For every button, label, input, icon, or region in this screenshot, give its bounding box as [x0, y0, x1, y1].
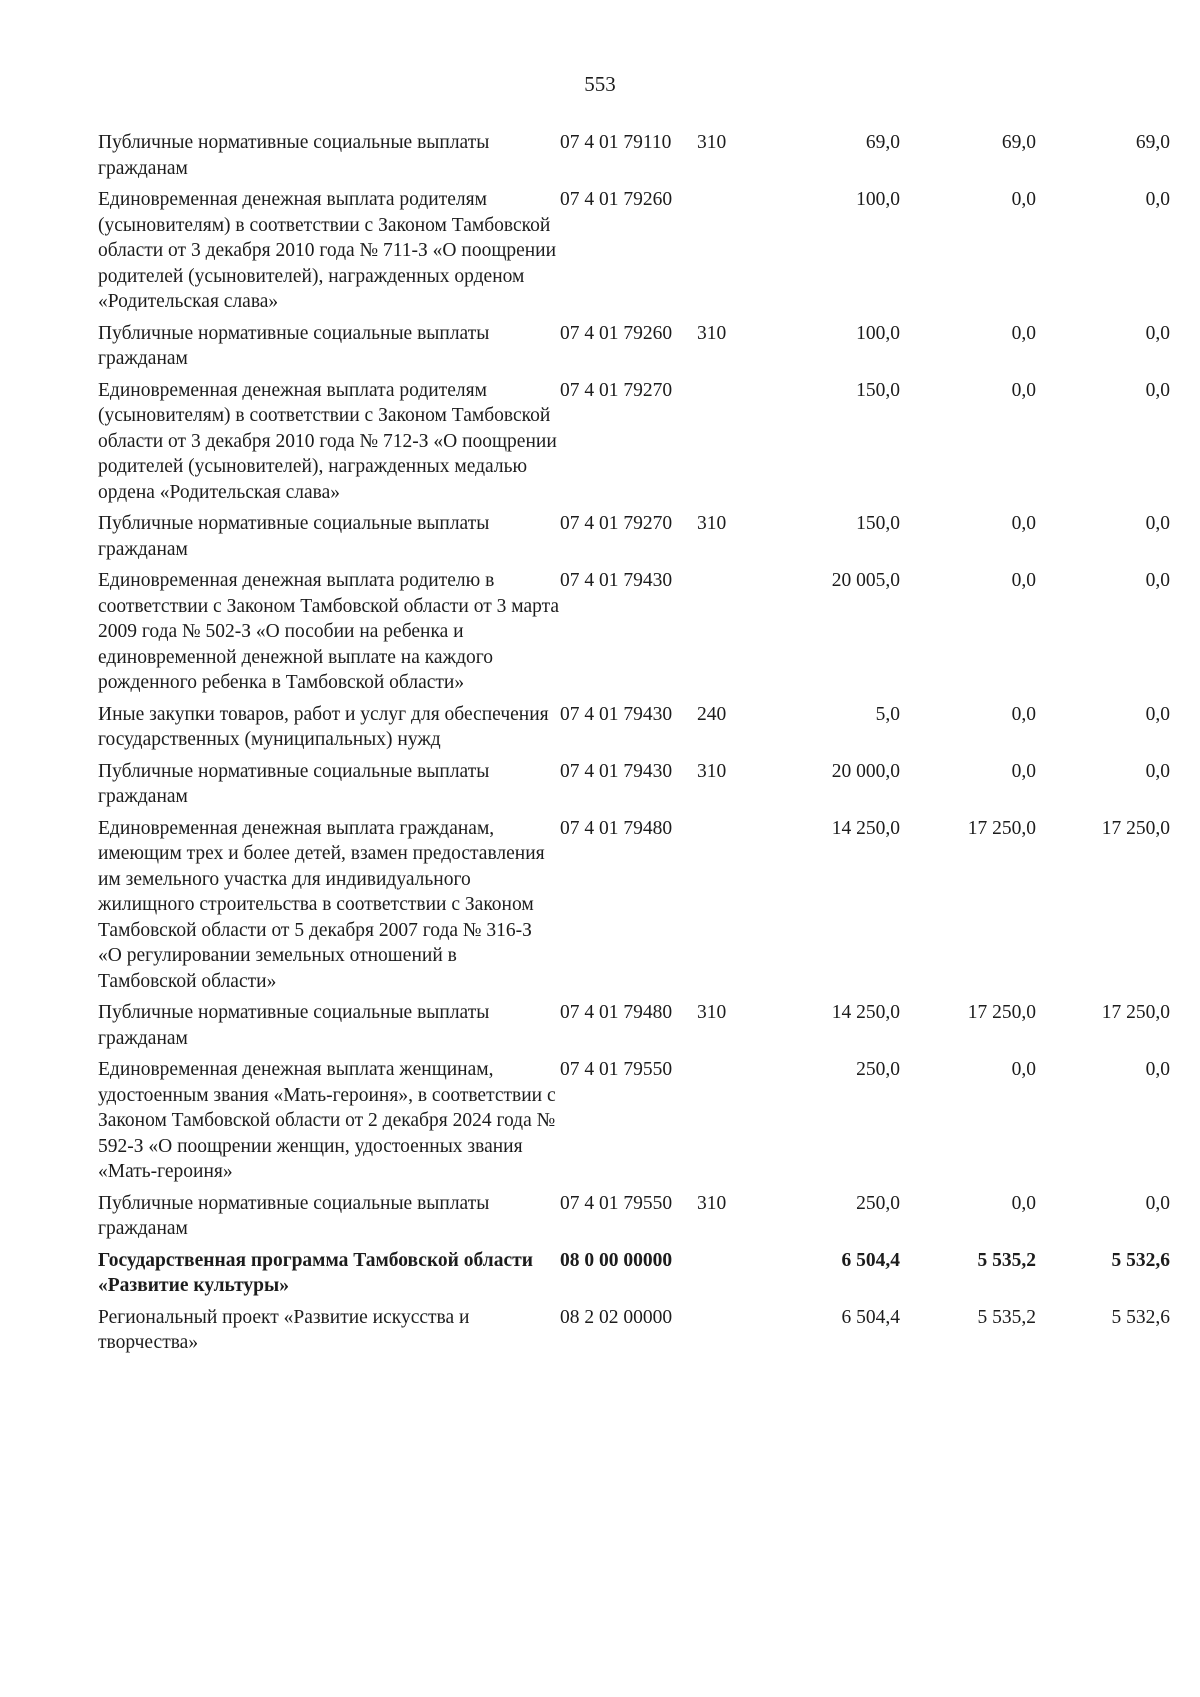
row-value-3: 0,0 — [1145, 570, 1170, 591]
row-name: Публичные нормативные социальные выплаты гражданам — [98, 760, 490, 807]
row-value-3: 0,0 — [1145, 1059, 1170, 1080]
row-code: 07 4 01 79430 — [560, 703, 673, 725]
row-name: Публичные нормативные социальные выплаты гражданам — [98, 322, 490, 369]
row-value-2: 69,0 — [1001, 132, 1036, 153]
row-value-3: 17 250,0 — [1101, 817, 1170, 839]
row-value-1: 150,0 — [856, 513, 900, 534]
row-value-2: 0,0 — [1011, 322, 1036, 344]
table-row — [98, 1191, 1170, 1248]
row-value-2: 0,0 — [1011, 570, 1036, 591]
row-name: Иные закупки товаров, работ и услуг для обеспечения государственных (муниципальных) нужд — [98, 703, 549, 750]
row-expense-type: 240 — [697, 703, 727, 725]
row-value-1: 100,0 — [856, 189, 900, 210]
table-row — [98, 816, 1170, 1001]
row-code: 07 4 01 79480 — [560, 817, 673, 839]
row-value-3: 0,0 — [1145, 513, 1170, 534]
row-value-3: 0,0 — [1145, 379, 1170, 401]
row-value-1: 5,0 — [875, 703, 900, 725]
row-code: 07 4 01 79260 — [560, 322, 673, 344]
row-value-3: 5 532,6 — [1111, 1306, 1170, 1328]
row-code: 08 2 02 00000 — [560, 1306, 673, 1328]
row-code: 08 0 00 00000 — [560, 1249, 673, 1271]
row-code: 07 4 01 79110 — [560, 132, 672, 153]
row-value-1: 6 504,4 — [841, 1249, 900, 1271]
row-code: 07 4 01 79270 — [560, 379, 673, 401]
row-value-2: 17 250,0 — [967, 817, 1036, 839]
row-value-1: 250,0 — [856, 1059, 900, 1080]
row-name: Публичные нормативные социальные выплаты гражданам — [98, 513, 490, 560]
row-value-3: 0,0 — [1145, 1192, 1170, 1214]
row-name: Публичные нормативные социальные выплаты гражданам — [98, 1192, 490, 1239]
table-row — [98, 1000, 1170, 1057]
row-name: Единовременная денежная выплата родителям (усыновителям) в соответствии с Законом Тамбовской области от 3 декабря 2010 года № 711-З «О поощрении родителей (усыновителей), награжденных орденом «Родительская слава» — [98, 189, 557, 312]
row-value-3: 5 532,6 — [1111, 1249, 1170, 1271]
row-value-3: 0,0 — [1145, 189, 1170, 210]
row-name: Публичные нормативные социальные выплаты гражданам — [98, 132, 490, 179]
row-value-2: 17 250,0 — [967, 1002, 1036, 1023]
table-row — [98, 511, 1170, 568]
row-code: 07 4 01 79550 — [560, 1059, 673, 1080]
row-name: Единовременная денежная выплата женщинам, удостоенным звания «Мать-героиня», в соответствии с Законом Тамбовской области от 2 декабря 2024 года № 592-З «О поощрении женщин, удостоенных звания «Мать-героиня» — [98, 1059, 556, 1182]
row-value-1: 69,0 — [865, 132, 900, 153]
row-value-1: 6 504,4 — [841, 1306, 900, 1328]
table-row — [98, 1305, 1170, 1362]
row-value-3: 69,0 — [1135, 132, 1170, 153]
budget-table — [98, 130, 1170, 1362]
table-row — [98, 321, 1170, 378]
row-value-1: 100,0 — [856, 322, 900, 344]
row-value-2: 5 535,2 — [977, 1249, 1036, 1271]
row-name: Публичные нормативные социальные выплаты гражданам — [98, 1002, 490, 1049]
row-value-2: 0,0 — [1011, 189, 1036, 210]
table-row — [98, 187, 1170, 321]
table-row — [98, 702, 1170, 759]
row-value-2: 0,0 — [1011, 513, 1036, 534]
row-value-1: 20 005,0 — [831, 570, 900, 591]
row-expense-type: 310 — [697, 760, 727, 782]
row-value-1: 250,0 — [856, 1192, 900, 1214]
row-value-1: 20 000,0 — [831, 760, 900, 782]
row-expense-type — [697, 816, 765, 1001]
row-value-1: 14 250,0 — [831, 817, 900, 839]
row-expense-type — [697, 568, 765, 702]
row-value-2: 0,0 — [1011, 1059, 1036, 1080]
row-value-1: 150,0 — [856, 379, 900, 401]
row-expense-type — [697, 1305, 765, 1362]
row-expense-type: 310 — [697, 513, 727, 534]
row-value-3: 0,0 — [1145, 322, 1170, 344]
row-expense-type — [697, 187, 765, 321]
row-value-2: 0,0 — [1011, 760, 1036, 782]
table-row — [98, 1248, 1170, 1305]
row-value-2: 0,0 — [1011, 703, 1036, 725]
row-code: 07 4 01 79260 — [560, 189, 673, 210]
row-expense-type — [697, 1057, 765, 1191]
row-expense-type: 310 — [697, 322, 727, 344]
row-value-2: 5 535,2 — [977, 1306, 1036, 1328]
row-name: Государственная программа Тамбовской области «Развитие культуры» — [98, 1249, 533, 1296]
row-expense-type — [697, 378, 765, 512]
row-code: 07 4 01 79430 — [560, 570, 673, 591]
row-value-1: 14 250,0 — [831, 1002, 900, 1023]
row-expense-type: 310 — [697, 1002, 727, 1023]
row-name: Региональный проект «Развитие искусства и творчества» — [98, 1306, 470, 1353]
table-row — [98, 568, 1170, 702]
row-expense-type: 310 — [697, 1192, 727, 1214]
row-value-2: 0,0 — [1011, 1192, 1036, 1214]
table-row — [98, 1057, 1170, 1191]
row-code: 07 4 01 79550 — [560, 1192, 673, 1214]
row-value-3: 17 250,0 — [1101, 1002, 1170, 1023]
table-row — [98, 130, 1170, 187]
row-code: 07 4 01 79480 — [560, 1002, 673, 1023]
row-code: 07 4 01 79270 — [560, 513, 673, 534]
row-value-3: 0,0 — [1145, 760, 1170, 782]
row-name: Единовременная денежная выплата родителю в соответствии с Законом Тамбовской области от 3 марта 2009 года № 502-З «О пособии на ребенка и единовременной денежной выплате на каждого рожденного ребенка в Тамбовской области» — [98, 570, 560, 693]
row-value-3: 0,0 — [1145, 703, 1170, 725]
row-value-2: 0,0 — [1011, 379, 1036, 401]
table-row — [98, 378, 1170, 512]
row-expense-type — [697, 1248, 765, 1305]
table-row — [98, 759, 1170, 816]
page-number: 553 — [584, 72, 616, 96]
row-expense-type: 310 — [697, 132, 727, 153]
row-code: 07 4 01 79430 — [560, 760, 673, 782]
row-name: Единовременная денежная выплата гражданам, имеющим трех и более детей, взамен предоставления им земельного участка для индивидуального жилищного строительства в соответствии с Законом Тамбовской области от 5 декабря 2007 года № 316-З «О регулировании земельных отношений в Тамбовской области» — [98, 817, 545, 992]
row-name: Единовременная денежная выплата родителям (усыновителям) в соответствии с Законом Тамбовской области от 3 декабря 2010 года № 712-З «О поощрении родителей (усыновителей), награжденных медалью ордена «Родительская слава» — [98, 379, 557, 503]
